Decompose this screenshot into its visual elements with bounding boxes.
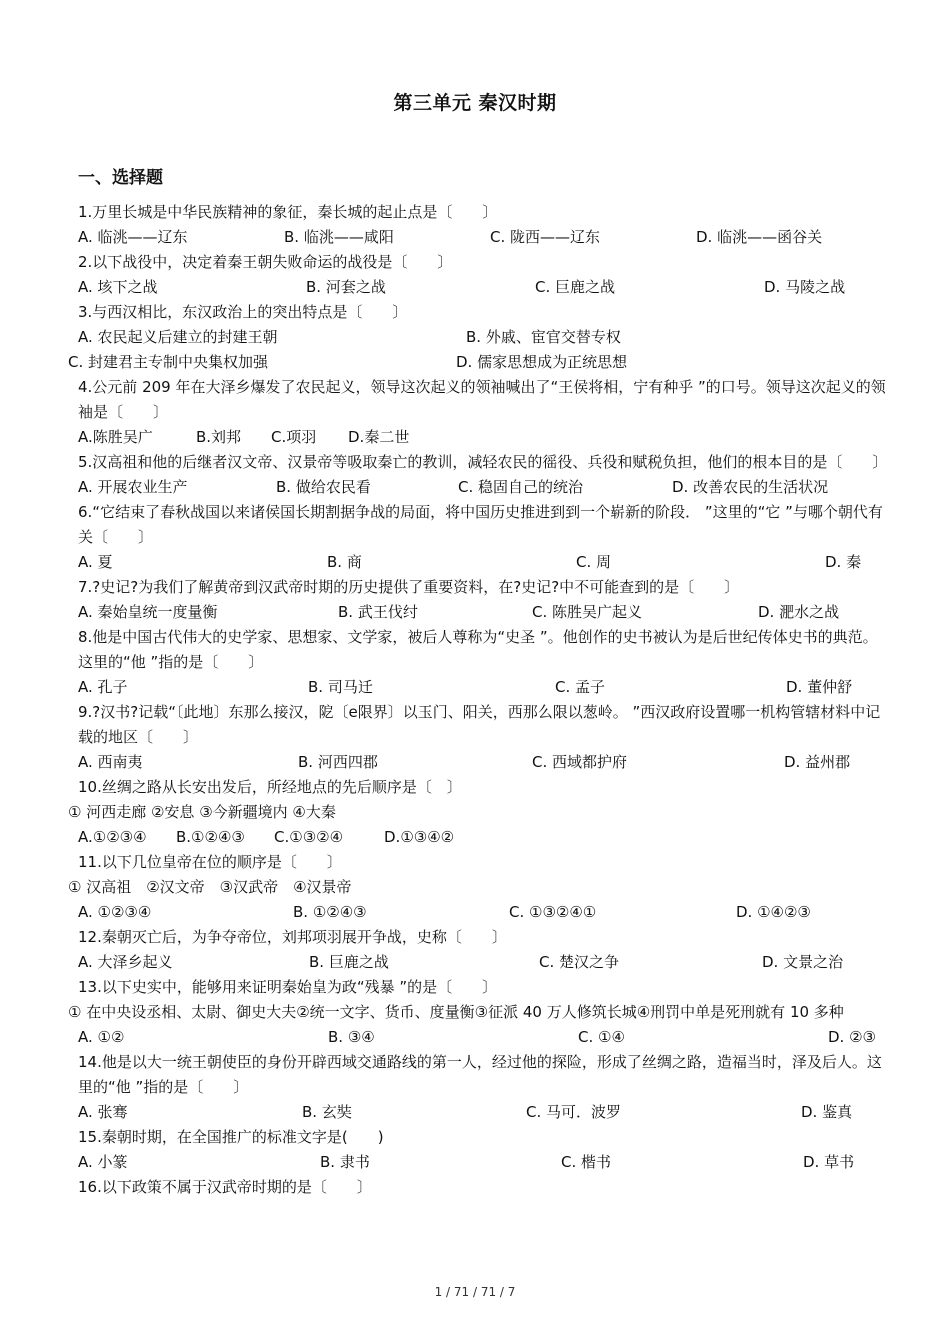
option: A. 小篆: [78, 1153, 128, 1171]
option: C.项羽: [271, 428, 317, 446]
question-stem: 3.与西汉相比，东汉政治上的突出特点是〔 〕: [78, 303, 408, 321]
question-stem: 1.万里长城是中华民族精神的象征，秦长城的起止点是〔 〕: [78, 203, 498, 221]
option-row: [68, 675, 888, 700]
option: D.秦二世: [348, 428, 410, 446]
option: A. 孔子: [78, 678, 128, 696]
option: C. ①③②④①: [509, 903, 597, 921]
option: A. 秦始皇统一度量衡: [78, 603, 218, 621]
question-extra: ① 汉高祖 ②汉文帝 ③汉武帝 ④汉景帝: [68, 878, 352, 896]
option: D. ①④②③: [736, 903, 811, 921]
question-stem: 12.秦朝灭亡后，为争夺帝位，刘邦项羽展开争战，史称〔 〕: [78, 928, 507, 946]
question-stem: 4.公元前 209 年在大泽乡爆发了农民起义，领导这次起义的领袖喊出了“王侯将相，宁有种乎 ”的口号。领导这次起义的领袖是〔 〕: [78, 378, 886, 421]
option-row: [68, 1025, 888, 1050]
question-stem: 5.汉高祖和他的后继者汉文帝、汉景帝等吸取秦亡的教训，减轻农民的徭役、兵役和赋税负担，他们的根本目的是〔 〕: [78, 453, 888, 471]
page-title: 第三单元 秦汉时期: [393, 92, 557, 114]
option: A. ①②③④: [78, 903, 152, 921]
question-stem: 15.秦朝时期，在全国推广的标准文字是( ): [78, 1128, 384, 1146]
option: C. 楷书: [561, 1153, 612, 1171]
section-heading: 一、选择题: [78, 168, 163, 188]
option: D. ②③: [828, 1028, 876, 1046]
question-list: [68, 200, 888, 1200]
option: C. 马可．波罗: [526, 1103, 622, 1121]
option: B.①②④③: [176, 828, 245, 846]
option: D. 鉴真: [801, 1103, 853, 1121]
question-stem: 14.他是以大一统王朝使臣的身份开辟西域交通路线的第一人，经过他的探险，形成了丝绸之路，造福当时，泽及后人。这里的“他 ”指的是〔 〕: [78, 1053, 882, 1096]
question-stem: 7.?史记?为我们了解黄帝到汉武帝时期的历史提供了重要资料，在?史记?中不可能查到的是〔 〕: [78, 578, 740, 596]
option: D. 董仲舒: [786, 678, 853, 696]
option: A. 临洮——辽东: [78, 228, 188, 246]
option: B. 巨鹿之战: [309, 953, 389, 971]
option: D. 改善农民的生活状况: [672, 478, 829, 496]
option-row: [68, 550, 888, 575]
option: A. 农民起义后建立的封建王朝: [78, 328, 278, 346]
option-row: [68, 475, 888, 500]
option: D. 草书: [803, 1153, 855, 1171]
option: C. 稳固自己的统治: [458, 478, 584, 496]
option: B. 做给农民看: [276, 478, 371, 496]
question-extra: ① 河西走廊 ②安息 ③今新疆境内 ④大秦: [68, 803, 336, 821]
option: A. 夏: [78, 553, 113, 571]
option: D. 儒家思想成为正统思想: [456, 353, 628, 371]
option-row: [68, 600, 888, 625]
option: D. 临洮——函谷关: [696, 228, 823, 246]
option-row: [68, 900, 888, 925]
option: C. 周: [576, 553, 612, 571]
option: A. 开展农业生产: [78, 478, 188, 496]
option: C. ①④: [578, 1028, 625, 1046]
option: A. 张骞: [78, 1103, 128, 1121]
option-row: [68, 425, 888, 450]
option: D.①③④②: [384, 828, 455, 846]
option: A. ①②: [78, 1028, 125, 1046]
question-stem: 2.以下战役中，决定着秦王朝失败命运的战役是〔 〕: [78, 253, 453, 271]
option: B. ①②④③: [293, 903, 367, 921]
page-number: 1 / 71 / 71 / 7: [434, 1285, 516, 1299]
option: C. 楚汉之争: [539, 953, 620, 971]
question-stem: 10.丝绸之路从长安出发后，所经地点的先后顺序是〔 〕: [78, 778, 462, 796]
question-stem: 9.?汉书?记载“〔此地〕东那么接汉，阸〔e限界〕以玉门、阳关，西那么限以葱岭。 ”西汉政府设置哪一机构管辖材料中记载的地区〔 〕: [78, 703, 881, 746]
option: B.刘邦: [196, 428, 242, 446]
option: C. 陇西——辽东: [490, 228, 601, 246]
option: A.①②③④: [78, 828, 147, 846]
option: B. 隶书: [320, 1153, 370, 1171]
option: D. 淝水之战: [758, 603, 840, 621]
option: B. 河西四郡: [298, 753, 378, 771]
option: A. 大泽乡起义: [78, 953, 173, 971]
option: B. 玄奘: [302, 1103, 352, 1121]
option-row: [68, 325, 888, 350]
option: B. ③④: [328, 1028, 375, 1046]
question-stem: 6.“它结束了春秋战国以来诸侯国长期割据争战的局面，将中国历史推进到到一个崭新的阶段． ”这里的“它 ”与哪个朝代有关〔 〕: [78, 503, 883, 546]
option: B. 外戚、宦官交替专权: [466, 328, 621, 346]
option-row: [68, 750, 888, 775]
question-stem: 13.以下史实中，能够用来证明秦始皇为政“残暴 ”的是〔 〕: [78, 978, 498, 996]
option: C. 封建君主专制中央集权加强: [68, 353, 269, 371]
option-row: [68, 350, 888, 375]
option: A. 垓下之战: [78, 278, 158, 296]
option: B. 武王伐纣: [338, 603, 418, 621]
question-extra: ① 在中央设丞相、太尉、御史大夫②统一文字、货币、度量衡③征派 40 万人修筑长城④刑罚中单是死刑就有 10 多种: [68, 1003, 844, 1021]
option: C. 西域都护府: [532, 753, 628, 771]
option: B. 临洮——咸阳: [284, 228, 394, 246]
question-stem: 8.他是中国古代伟大的史学家、思想家、文学家，被后人尊称为“史圣 ”。他创作的史书被认为是后世纪传体史书的典范。这里的“他 ”指的是〔 〕: [78, 628, 878, 671]
option: B. 商: [327, 553, 362, 571]
option-row: [68, 1150, 888, 1175]
option: A.陈胜吴广: [78, 428, 153, 446]
option: B. 河套之战: [306, 278, 386, 296]
question-stem: 11.以下几位皇帝在位的顺序是〔 〕: [78, 853, 342, 871]
option-row: [68, 1100, 888, 1125]
option-row: [68, 275, 888, 300]
option: C. 巨鹿之战: [535, 278, 616, 296]
option-row: [68, 825, 888, 850]
option: D. 益州郡: [784, 753, 851, 771]
option: D. 秦: [825, 553, 862, 571]
option: C. 孟子: [555, 678, 606, 696]
question-stem: 16.以下政策不属于汉武帝时期的是〔 〕: [78, 1178, 372, 1196]
option: C.①③②④: [274, 828, 344, 846]
option-row: [68, 950, 888, 975]
option: D. 文景之治: [762, 953, 844, 971]
option: B. 司马迁: [308, 678, 373, 696]
option: C. 陈胜吴广起义: [532, 603, 643, 621]
option: D. 马陵之战: [764, 278, 846, 296]
option: A. 西南夷: [78, 753, 143, 771]
option-row: [68, 225, 888, 250]
